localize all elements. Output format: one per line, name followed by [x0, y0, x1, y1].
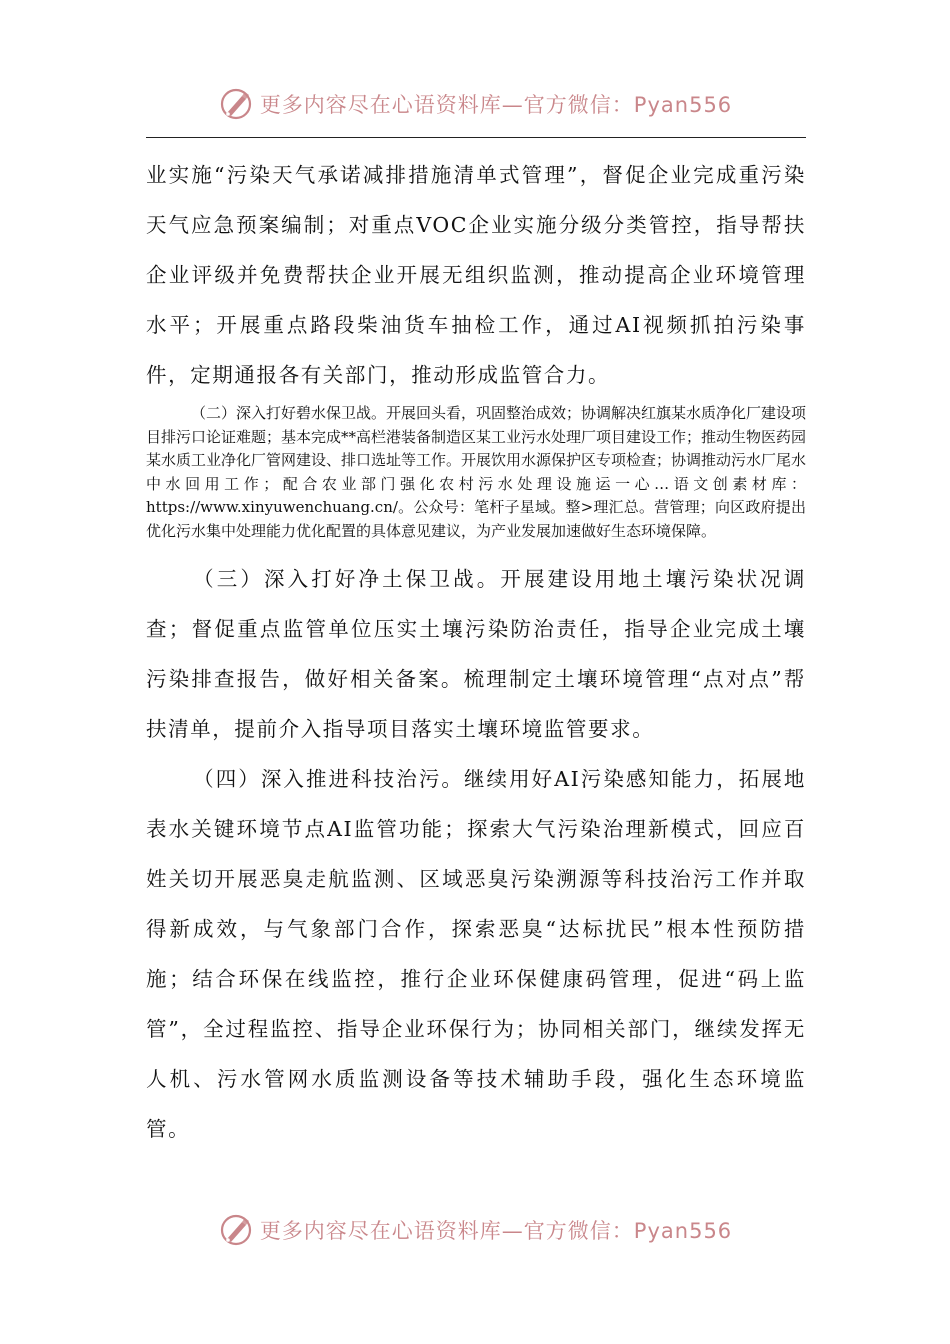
- pen-circle-icon: [218, 1212, 254, 1248]
- header-watermark: [0, 80, 950, 128]
- watermark-text: 更多内容尽在心语资料库—官方微信：Pyan556: [259, 1219, 733, 1243]
- paragraph-water: [146, 402, 806, 544]
- footer-watermark: [0, 1206, 950, 1254]
- header-divider: [146, 137, 806, 138]
- paragraph-technology: （四）深入推进科技治污。继续用好AI污染感知能力，拓展地表水关键环境节点AI监管功能；探索大气污染治理新模式，回应百姓关切开展恶臭走航监测、区域恶臭污染溯源等科技治污工作并取得新成效，与气象部门合作，探索恶臭“达标扰民”根本性预防措施；结合环保在线监控，推行企业环保健康码管理，促进“码上监管”，全过程监控、指导企业环保行为；协同相关部门，继续发挥无人机、污水管网水质监测设备等技术辅助手段，强化生态环境监管。: [146, 766, 806, 1141]
- paragraph-air-continued: 业实施“污染天气承诺减排措施清单式管理”，督促企业完成重污染天气应急预案编制；对重点VOC企业实施分级分类管控，指导帮扶企业评级并免费帮扶企业开展无组织监测，推动提高企业环境管理水平；开展重点路段柴油货车抽检工作，通过AI视频抓拍污染事件，定期通报各有关部门，推动形成监管合力。: [146, 163, 806, 387]
- paragraph-water-text: （二）深入打好碧水保卫战。开展回头看，巩固整治成效；协调解决红旗某水质净化厂建设项目排污口论证难题；基本完成**高栏港装备制造区某工业污水处理厂项目建设工作；推动生物医药园某水质工业净化厂管网建设、排口选址等工作。开展饮用水源保护区专项检查；协调推动污水厂尾水中水回用工作；配合农业部门强化农村污水处理设施运一心…语文创素材库：https://www.xinyuwenchuang.cn/。公众号：笔杆子星域。整>理汇总。营管理；向区政府提出优化污水集中处理能力优化配置的具体意见建议，为产业发展加速做好生态环境保障。: [146, 404, 807, 540]
- watermark-text: 更多内容尽在心语资料库—官方微信：Pyan556: [259, 93, 733, 117]
- paragraph-soil: （三）深入打好净土保卫战。开展建设用地土壤污染状况调查；督促重点监管单位压实土壤污染防治责任，指导企业完成土壤污染排查报告，做好相关备案。梳理制定土壤环境管理“点对点”帮扶清单，提前介入指导项目落实土壤环境监管要求。: [146, 566, 806, 741]
- document-body: [146, 150, 806, 1154]
- pen-circle-icon: [218, 86, 254, 122]
